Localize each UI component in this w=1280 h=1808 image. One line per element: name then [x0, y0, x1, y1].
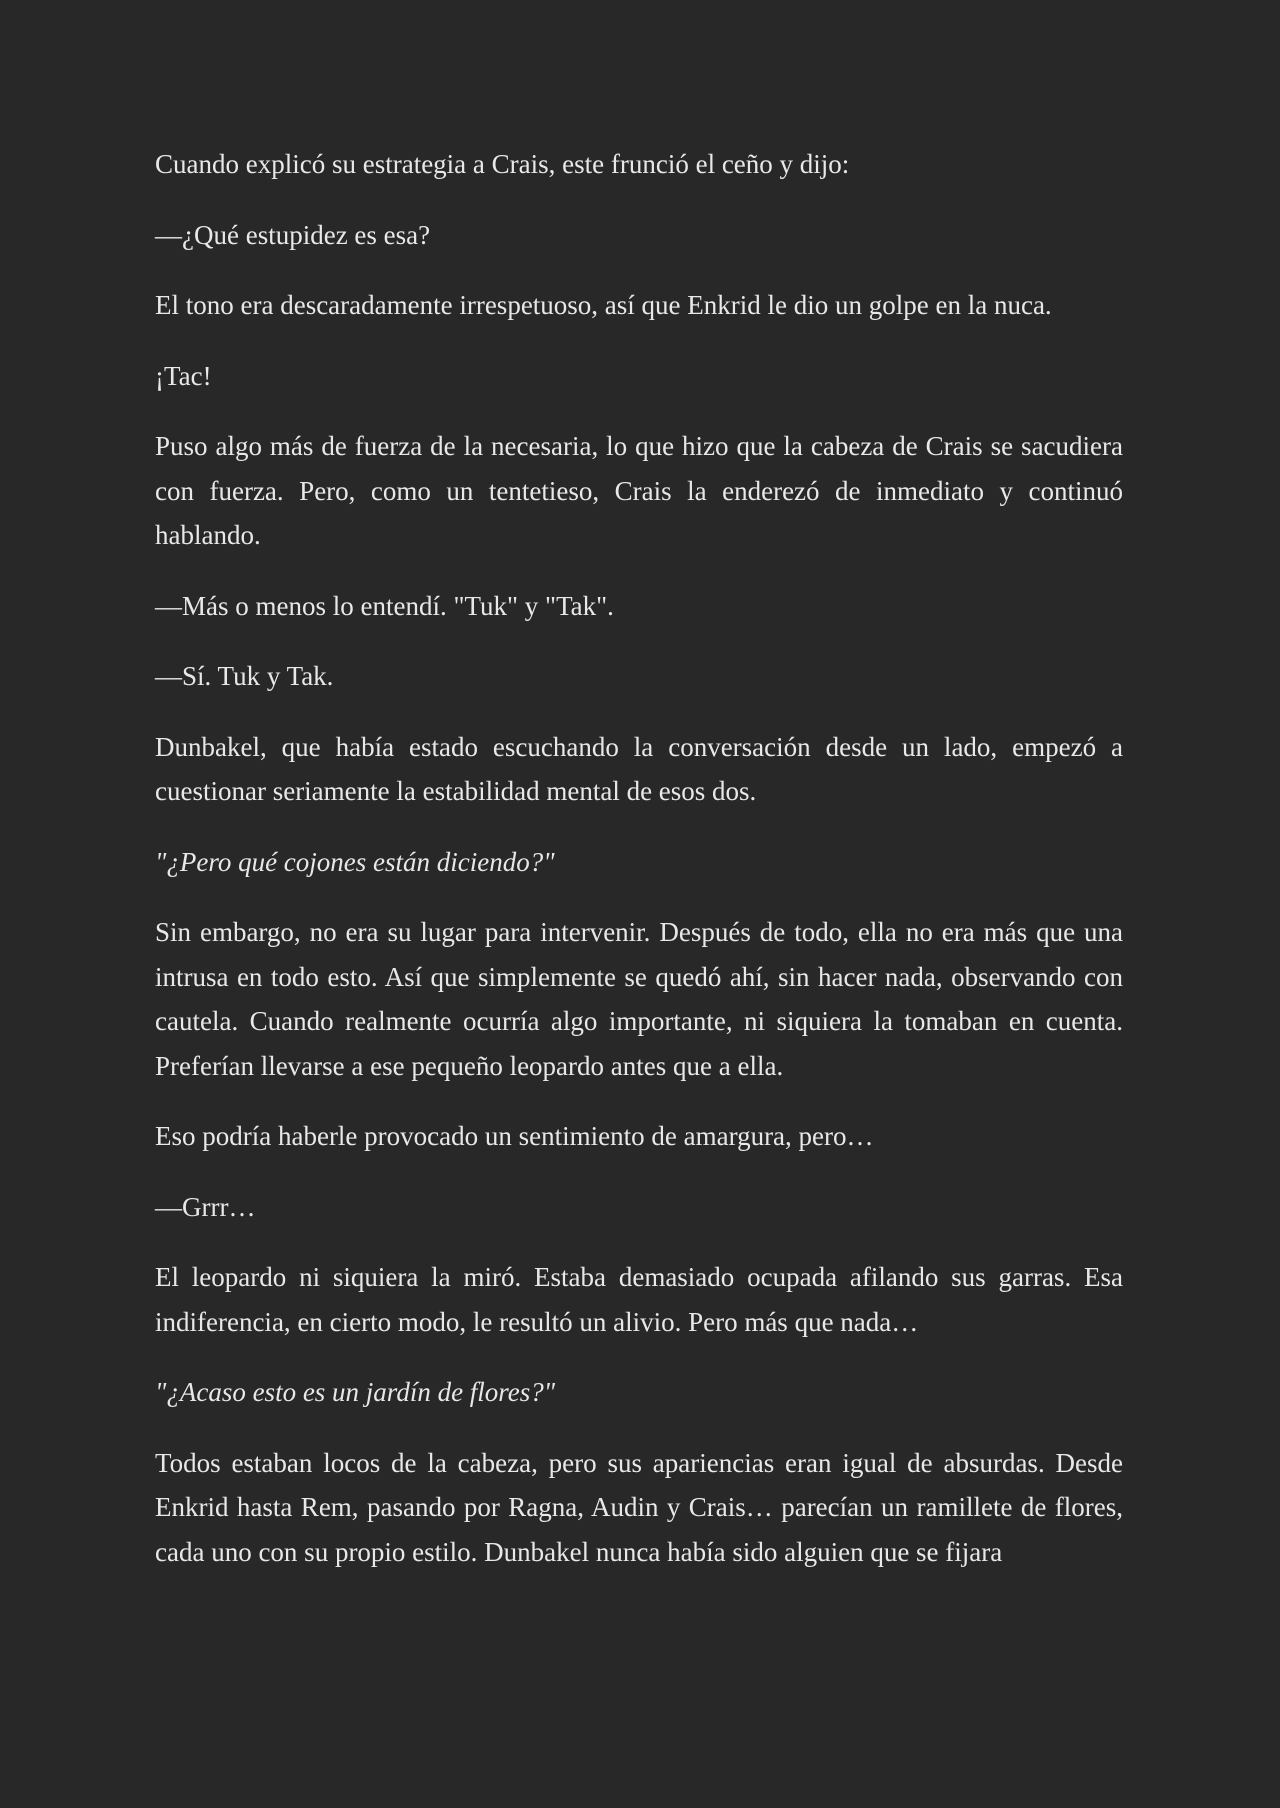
sound-effect: ¡Tac! — [155, 360, 212, 391]
dialogue-line: —Sí. Tuk y Tak. — [155, 661, 334, 691]
paragraph: El tono era descaradamente irrespetuoso, así que Enkrid le dio un golpe en la nuca. — [155, 290, 1052, 320]
dialogue-line: —Grrr… — [155, 1191, 256, 1222]
paragraph: Todos estaban locos de la cabeza, pero sus apariencias eran igual de absurdas. Desde Enkrid hasta Rem, pasando por Ragna, Audin y Crais… parecían un ramillete de flores, cada uno con su propio estilo. Dunbakel nunca había sido alguien que se fijara — [155, 1447, 1123, 1567]
paragraph: Dunbakel, que había estado escuchando la conversación desde un lado, empezó a cuestionar seriamente la estabilidad mental de esos dos. — [155, 731, 1123, 806]
paragraph: Sin embargo, no era su lugar para intervenir. Después de todo, ella no era más que una intrusa en todo esto. Así que simplemente se quedó ahí, sin hacer nada, observando con cautela. Cuando realmente ocurría algo importante, ni siquiera la tomaban en cuenta. Preferían llevarse a ese pequeño leopardo antes que a ella. — [155, 917, 1123, 1081]
inner-thought: "¿Acaso esto es un jardín de flores?" — [155, 1377, 556, 1407]
paragraph: Eso podría haberle provocado un sentimiento de amargura, pero… — [155, 1121, 874, 1151]
inner-thought: "¿Pero qué cojones están diciendo?" — [155, 846, 555, 877]
paragraph: Cuando explicó su estrategia a Crais, este frunció el ceño y dijo: — [155, 149, 850, 179]
article-body — [155, 142, 1123, 1600]
dialogue-line: —¿Qué estupidez es esa? — [155, 219, 431, 250]
paragraph: El leopardo ni siquiera la miró. Estaba demasiado ocupada afilando sus garras. Esa indiferencia, en cierto modo, le resultó un alivio. Pero más que nada… — [155, 1262, 1123, 1337]
paragraph: Puso algo más de fuerza de la necesaria, lo que hizo que la cabeza de Crais se sacudiera con fuerza. Pero, como un tentetieso, Crais la enderezó de inmediato y continuó hablando. — [155, 431, 1123, 550]
dialogue-line: —Más o menos lo entendí. "Tuk" y "Tak". — [155, 590, 614, 621]
